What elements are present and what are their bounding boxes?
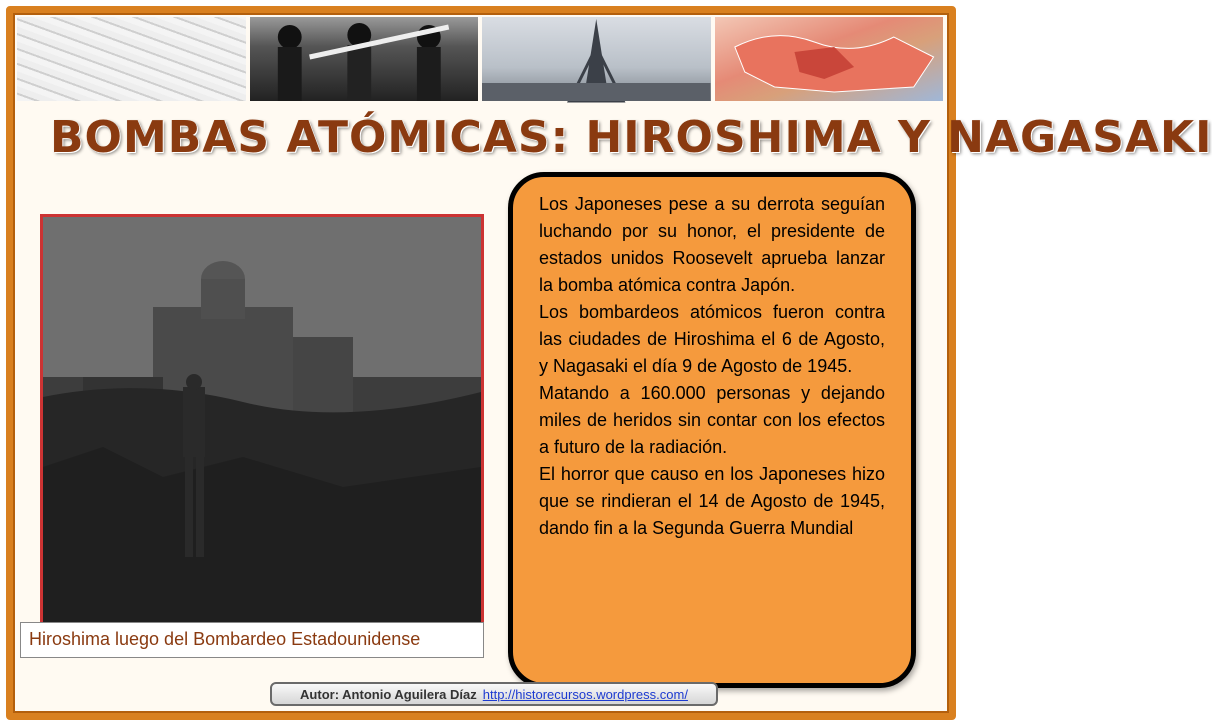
- banner-image-soldiers: [250, 17, 479, 101]
- paragraph-4: El horror que causo en los Japoneses hizo que se rindieran el 14 de Agosto de 1945, dando fin a la Segunda Guerra Mundial: [539, 464, 885, 538]
- author-website-link[interactable]: http://historecursos.wordpress.com/: [482, 686, 688, 702]
- author-name: Autor: Antonio Aguilera Díaz: [300, 686, 477, 702]
- author-credit-badge: [270, 682, 718, 706]
- header-banner: [17, 17, 943, 101]
- paragraph-2: Los bombardeos atómicos fueron contra las ciudades de Hiroshima el 6 de Agosto, y Nagasaki el día 9 de Agosto de 1945.: [539, 302, 885, 376]
- photo-block: [40, 214, 484, 660]
- photo-caption: Hiroshima luego del Bombardeo Estadounidense: [20, 622, 484, 658]
- banner-image-eiffel-tower: [482, 17, 711, 101]
- hiroshima-photo: [40, 214, 484, 634]
- banner-image-caricature: [17, 17, 246, 101]
- page-title: BOMBAS ATÓMICAS: HIROSHIMA Y NAGASAKI: [50, 112, 1212, 163]
- banner-image-europe-map: [715, 17, 944, 101]
- content-text-box: [508, 172, 916, 688]
- paragraph-3: Matando a 160.000 personas y dejando miles de heridos sin contar con los efectos a futuro de la radiación.: [539, 383, 885, 457]
- paragraph-1: Los Japoneses pese a su derrota seguían luchando por su honor, el presidente de estados unidos Roosevelt aprueba lanzar la bomba atómica contra Japón.: [539, 194, 885, 295]
